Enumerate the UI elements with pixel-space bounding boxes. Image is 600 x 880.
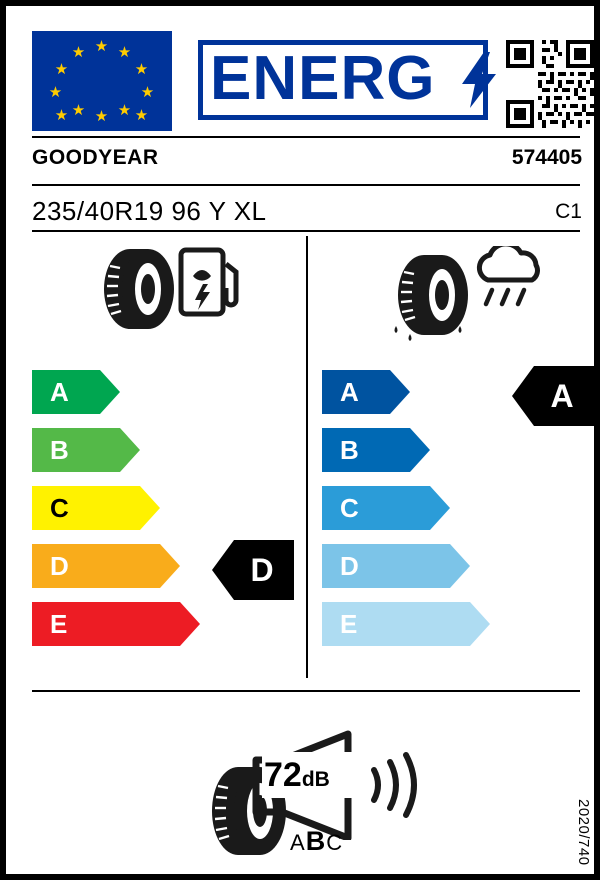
regulation-reference: 2020/740	[575, 799, 592, 866]
tyre-icon	[96, 248, 180, 330]
grade-arrow	[32, 370, 120, 414]
wet-grade-c	[322, 486, 450, 530]
fuel-pump-icon	[178, 246, 244, 318]
fuel-rating-marker	[212, 540, 294, 600]
energ-title: ENERG	[210, 44, 436, 113]
fuel-grade-e	[32, 602, 200, 646]
fuel-efficiency-grades	[32, 370, 292, 678]
wet-grade-c-letter: C	[340, 493, 359, 523]
lightning-bolt-icon	[462, 52, 496, 108]
wet-grade-e	[322, 602, 490, 646]
noise-class-a: A	[290, 830, 306, 855]
fuel-grade-c	[32, 486, 160, 530]
divider-brand	[32, 184, 580, 186]
noise-class-current: B	[305, 826, 327, 856]
fuel-grade-e-letter: E	[50, 609, 68, 639]
rain-cloud-icon	[470, 246, 550, 308]
tyre-code: 574405	[511, 146, 582, 169]
fuel-grade-c-letter: C	[50, 493, 69, 523]
wet-grade-b	[322, 428, 430, 472]
tyre-wet-icon	[390, 254, 474, 342]
eu-flag-icon: ★ ★ ★ ★ ★ ★ ★ ★ ★ ★ ★ ★	[32, 31, 172, 131]
fuel-grade-b-letter: B	[50, 435, 69, 465]
wet-grade-a-letter: A	[340, 377, 359, 407]
fuel-grade-d	[32, 544, 180, 588]
noise-number: 72	[264, 756, 302, 794]
noise-class-scale	[290, 826, 343, 857]
noise-unit: dB	[301, 768, 330, 791]
wet-grade-b-letter: B	[340, 435, 359, 465]
fuel-grade-b	[32, 428, 140, 472]
noise-section	[18, 708, 594, 868]
label-header	[32, 26, 580, 136]
noise-value	[264, 758, 330, 797]
wet-grade-a	[322, 370, 410, 414]
wet-grade-e-letter: E	[340, 609, 358, 639]
qr-code-icon	[506, 40, 594, 128]
tyre-class: C1	[555, 200, 582, 223]
grade-arrow	[32, 428, 140, 472]
fuel-grade-a-letter: A	[50, 377, 69, 407]
brand-name: GOODYEAR	[32, 146, 159, 169]
fuel-rating-letter: D	[250, 552, 274, 588]
divider-noise	[32, 690, 580, 692]
divider-header	[32, 136, 580, 138]
wet-grip-rating-letter: A	[550, 378, 574, 414]
grade-arrow	[322, 370, 410, 414]
pictogram-row	[18, 236, 594, 356]
fuel-grade-a	[32, 370, 120, 414]
noise-class-c: C	[326, 830, 344, 855]
wet-grade-d	[322, 544, 470, 588]
sound-waves-icon	[368, 750, 426, 820]
grade-arrow	[322, 428, 430, 472]
wet-grip-rating-marker	[512, 366, 594, 426]
tyre-size: 235/40R19 96 Y XL	[32, 196, 267, 226]
wet-grade-d-letter: D	[340, 551, 359, 581]
divider-size	[32, 230, 580, 232]
fuel-grade-d-letter: D	[50, 551, 69, 581]
